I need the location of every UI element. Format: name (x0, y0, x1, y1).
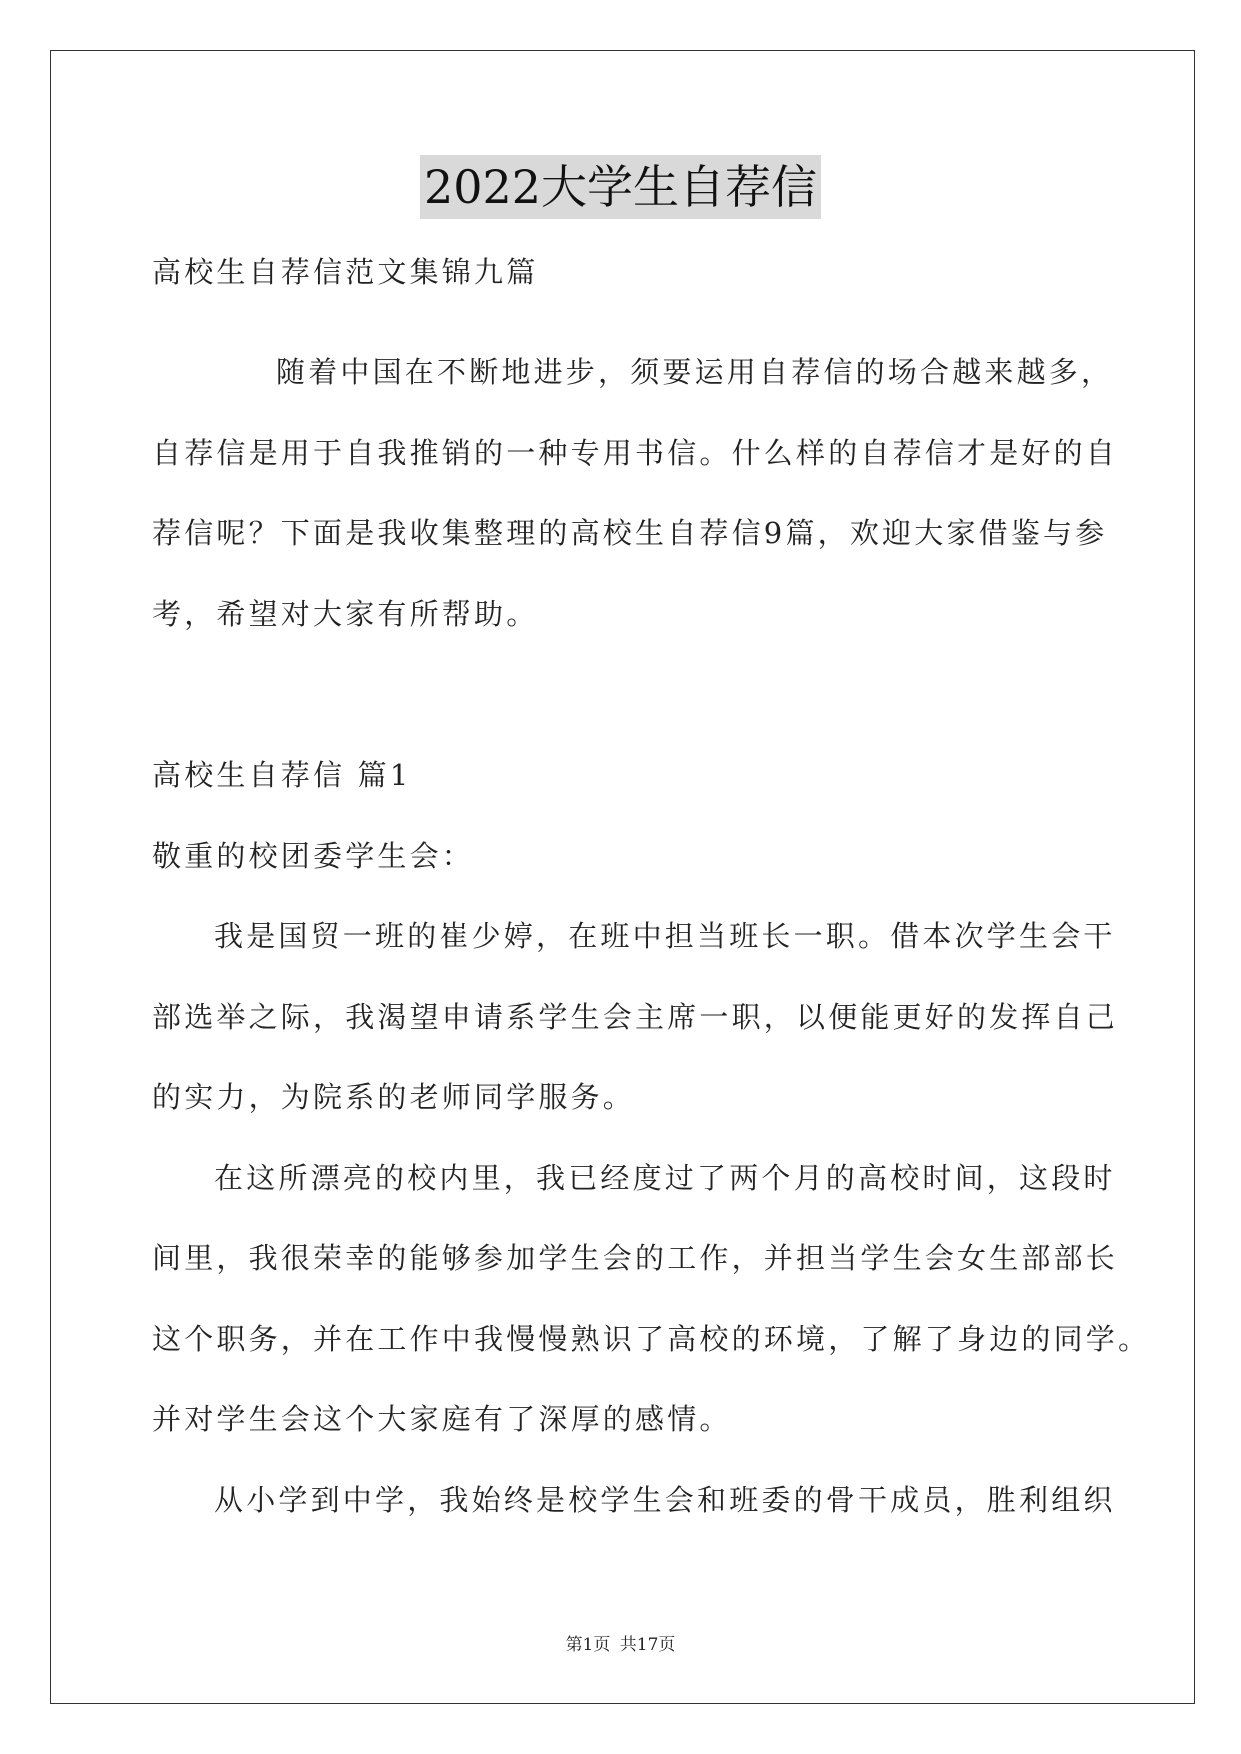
paragraph-line: 荐信呢？下面是我收集整理的高校生自荐信9篇，欢迎大家借鉴与参 (152, 516, 1108, 550)
paragraph-line: 自荐信是用于自我推销的一种专用书信。什么样的自荐信才是好的自 (152, 436, 1119, 470)
paragraph-line: 这个职务，并在工作中我慢慢熟识了高校的环境，了解了身边的同学。 (152, 1322, 1151, 1356)
paragraph-line: 我是国贸一班的崔少婷，在班中担当班长一职。借本次学生会干 (214, 919, 1116, 953)
paragraph-line: 部选举之际，我渴望申请系学生会主席一职，以便能更好的发挥自己 (152, 1000, 1119, 1034)
paragraph-line: 从小学到中学，我始终是校学生会和班委的骨干成员，胜利组织 (214, 1483, 1116, 1517)
paragraph-line: 并对学生会这个大家庭有了深厚的感情。 (152, 1402, 732, 1436)
paragraph-line: 在这所漂亮的校内里，我已经度过了两个月的高校时间，这段时 (214, 1161, 1116, 1195)
paragraph-line: 考，希望对大家有所帮助。 (152, 597, 539, 631)
paragraph-line: 的实力，为院系的老师同学服务。 (152, 1080, 636, 1114)
title-container (0, 155, 1241, 219)
paragraph-line: 间里，我很荣幸的能够参加学生会的工作，并担当学生会女生部部长 (152, 1241, 1119, 1275)
page-footer (0, 1630, 1241, 1655)
total-pages: 共17页 (619, 1635, 676, 1655)
document-subtitle: 高校生自荐信范文集锦九篇 (152, 255, 539, 289)
section-heading: 高校生自荐信 篇1 (152, 758, 412, 792)
paragraph-line: 随着中国在不断地进步，须要运用自荐信的场合越来越多， (276, 355, 1114, 389)
salutation: 敬重的校团委学生会： (152, 839, 475, 873)
document-title: 2022大学生自荐信 (420, 155, 821, 219)
page-number: 第1页 (565, 1635, 611, 1655)
page-frame (50, 50, 1195, 1704)
